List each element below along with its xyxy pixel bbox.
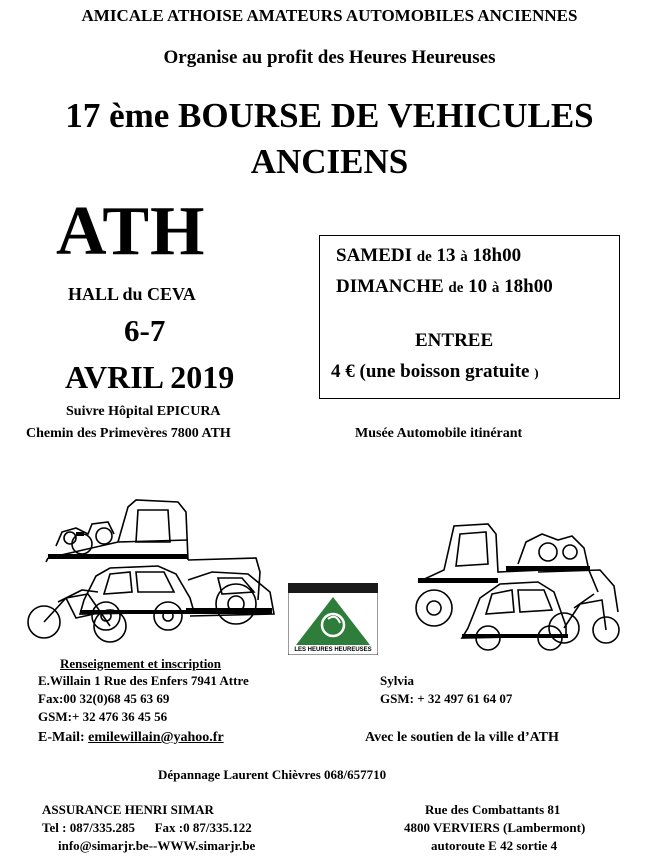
schedule-sunday [336, 276, 553, 298]
event-directions: Suivre Hôpital EPICURA [66, 404, 221, 419]
contact-email-line [38, 730, 224, 746]
sponsor-web[interactable]: info@simarjr.be--WWW.simarjr.be [58, 838, 256, 853]
contact-heading: Renseignement et inscription [60, 656, 222, 671]
schedule-saturday [336, 245, 521, 267]
event-title-line2: ANCIENS [250, 142, 409, 181]
saturday-end: 18h00 [472, 245, 522, 266]
email-link[interactable]: emilewillain@yahoo.fr [88, 730, 224, 745]
sponsor-street: Rue des Combattants 81 [425, 802, 561, 817]
sunday-label: DIMANCHE [336, 276, 444, 297]
entry-price-close: ) [534, 365, 539, 380]
saturday-to-word: à [460, 249, 468, 265]
sunday-end: 18h00 [504, 276, 553, 297]
entry-label: ENTREE [415, 330, 494, 351]
saturday-start: 13 [436, 245, 456, 266]
event-days: 6-7 [124, 313, 166, 348]
event-venue: HALL du CEVA [68, 284, 196, 304]
sunday-to-word: à [491, 280, 500, 296]
city-support-note: Avec le soutien de la ville d’ATH [365, 730, 559, 745]
heures-heureuses-logo [288, 583, 378, 655]
event-subtitle: Organise au profit des Heures Heureuses [163, 47, 496, 68]
vintage-cars-illustration-right [388, 512, 620, 652]
contact-gsm: GSM:+ 32 476 36 45 56 [38, 709, 168, 724]
contact-name-2: Sylvia [380, 673, 414, 688]
sunday-from-word: de [448, 280, 464, 296]
sponsor-name: ASSURANCE HENRI SIMAR [42, 802, 214, 817]
towing-service: Dépannage Laurent Chièvres 068/657710 [158, 767, 387, 782]
event-city: ATH [56, 193, 206, 270]
vintage-cars-illustration-left [18, 462, 282, 650]
saturday-label: SAMEDI [336, 245, 413, 266]
sponsor-tel: Tel : 087/335.285 [42, 820, 136, 835]
event-address: Chemin des Primevères 7800 ATH [26, 426, 231, 441]
museum-note: Musée Automobile itinérant [355, 426, 523, 441]
sunday-start: 10 [468, 276, 488, 297]
contact-gsm-2: GSM: + 32 497 61 64 07 [380, 691, 513, 706]
event-month-year: AVRIL 2019 [65, 359, 235, 395]
logo-lettering: LES HEURES HEUREUSES [294, 647, 372, 653]
contact-fax: Fax:00 32(0)68 45 63 69 [38, 691, 170, 706]
entry-price [331, 361, 539, 383]
event-title-line1: 17 ème BOURSE DE VEHICULES [65, 96, 594, 135]
contact-address: E.Willain 1 Rue des Enfers 7941 Attre [38, 673, 249, 688]
entry-price-text: 4 € (une boisson gratuite [331, 361, 530, 382]
sponsor-highway: autoroute E 42 sortie 4 [431, 838, 558, 853]
sponsor-fax: Fax :0 87/335.122 [154, 820, 252, 835]
sponsor-phone-line [42, 820, 252, 836]
sponsor-city: 4800 VERVIERS (Lambermont) [404, 820, 586, 835]
organizer-name: AMICALE ATHOISE AMATEURS AUTOMOBILES ANCIENNES [81, 6, 578, 25]
saturday-from-word: de [416, 249, 432, 265]
email-label: E-Mail: [38, 730, 85, 745]
